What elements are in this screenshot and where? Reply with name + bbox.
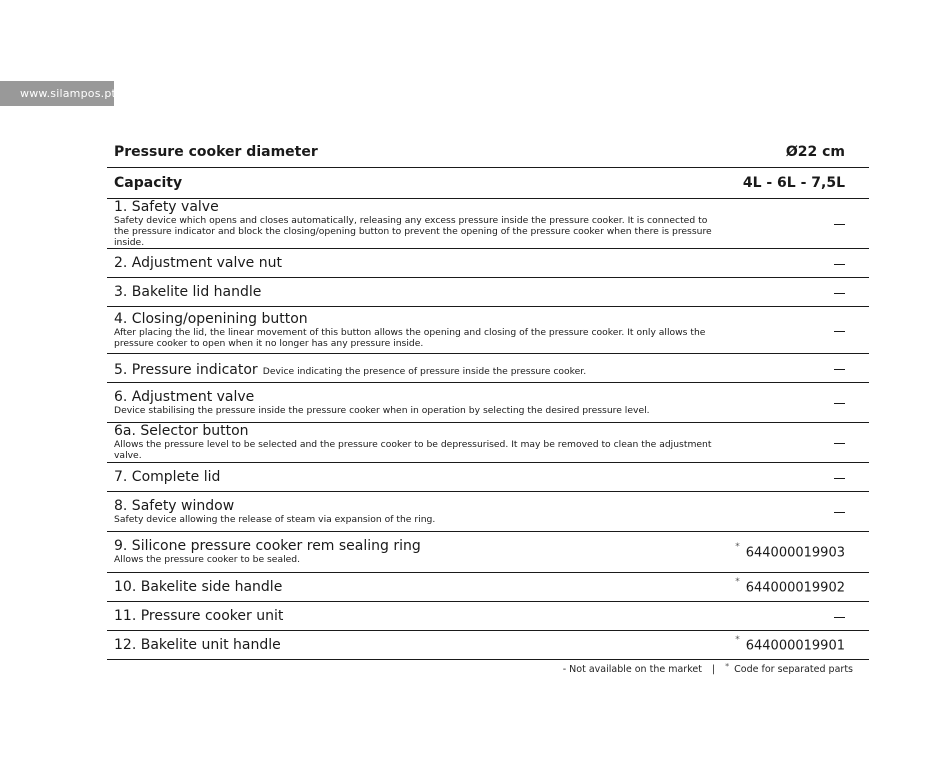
not-available-dash [834, 478, 845, 479]
table-row [107, 463, 869, 492]
code-note: Code for separated parts [734, 664, 853, 675]
part-title: 5. Pressure indicator [114, 361, 258, 378]
not-available-dash [834, 617, 845, 618]
part-title: 10. Bakelite side handle [114, 579, 283, 595]
table-row [107, 354, 869, 383]
asterisk-mark: * [735, 576, 740, 587]
part-description: Allows the pressure level to be selected and the pressure cooker to be depressurised. It may be removed to clean the adjustment valve. [114, 439, 712, 461]
part-title: 12. Bakelite unit handle [114, 637, 281, 653]
table-row [107, 423, 869, 463]
part-title: 8. Safety window [114, 498, 235, 514]
table-row [107, 383, 869, 423]
table-row [107, 307, 869, 354]
table-row [107, 631, 869, 660]
part-title: 2. Adjustment valve nut [114, 255, 282, 271]
footnote-separator: | [711, 664, 716, 675]
part-title: 9. Silicone pressure cooker rem sealing ring [114, 539, 421, 554]
table-row [107, 492, 869, 532]
not-available-dash [834, 512, 845, 513]
table-row [107, 199, 869, 249]
diameter-label: Pressure cooker diameter [114, 144, 318, 160]
part-description: Device indicating the presence of pressure inside the pressure cooker. [262, 365, 587, 377]
website-tab: www.silampos.pt [0, 81, 114, 106]
part-title: 4. Closing/openining button [114, 311, 308, 327]
not-available-dash [834, 331, 845, 332]
not-available-dash [834, 403, 845, 404]
parts-table [107, 137, 869, 660]
part-code: 644000019903 [745, 545, 845, 561]
table-footnote [563, 664, 853, 675]
part-title: 7. Complete lid [114, 469, 221, 485]
not-available-dash [834, 264, 845, 265]
part-title: 1. Safety valve [114, 199, 219, 215]
diameter-row [107, 137, 869, 168]
part-title: 6. Adjustment valve [114, 389, 255, 405]
asterisk-mark: * [725, 662, 730, 671]
not-available-dash [834, 293, 845, 294]
part-description: Device stabilising the pressure inside the pressure cooker when in operation by selecting the desired pressure level. [114, 404, 650, 416]
part-description: Safety device which opens and closes automatically, releasing any excess pressure inside the pressure cooker. It is connected to the pressure indicator and block the closing/opening button to prevent the opening of the pressure cooker when there is pressure inside. [114, 214, 712, 248]
table-row [107, 602, 869, 631]
part-description: Allows the pressure cooker to be sealed. [114, 554, 301, 565]
table-row [107, 278, 869, 307]
capacity-value: 4L - 6L - 7,5L [742, 175, 845, 191]
asterisk-mark: * [735, 634, 740, 645]
capacity-label: Capacity [114, 175, 183, 191]
diameter-value: Ø22 cm [785, 144, 845, 160]
not-available-dash [834, 443, 845, 444]
not-available-dash [834, 224, 845, 225]
asterisk-mark: * [735, 541, 740, 552]
not-available-note: - Not available on the market [562, 664, 702, 675]
part-description: After placing the lid, the linear movement of this button allows the opening and closing of the pressure cooker. It only allows the pressure cooker to open when it no longer has any pressure inside. [114, 326, 706, 349]
part-title: 3. Bakelite lid handle [114, 284, 262, 300]
table-row [107, 573, 869, 602]
part-code: 644000019902 [745, 580, 845, 596]
table-row [107, 249, 869, 278]
table-row [107, 532, 869, 573]
part-title: 11. Pressure cooker unit [114, 608, 284, 624]
part-code: 644000019901 [745, 638, 845, 654]
capacity-row [107, 168, 869, 199]
part-description: Safety device allowing the release of steam via expansion of the ring. [114, 513, 436, 525]
not-available-dash [834, 369, 845, 370]
part-title: 6a. Selector button [114, 424, 249, 439]
